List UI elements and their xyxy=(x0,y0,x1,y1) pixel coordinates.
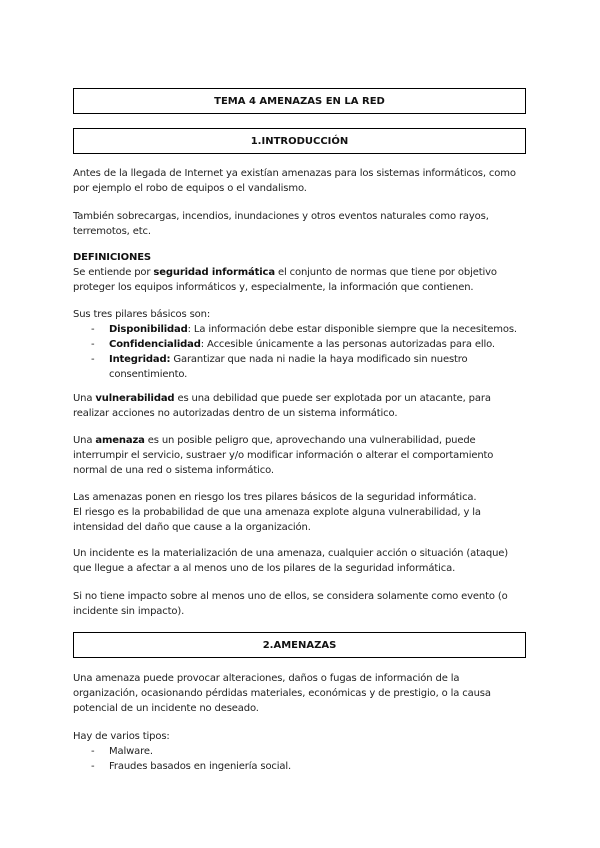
type-text: Malware. xyxy=(109,746,153,757)
definition-text-rest: el conjunto de normas que tiene por objetivo proteger los equipos informáticos y, especialmente, la información que contienen. xyxy=(73,267,497,293)
pillar-sep: : xyxy=(187,324,191,335)
types-list xyxy=(73,744,526,774)
list-item xyxy=(73,744,526,759)
definition-term: seguridad informática xyxy=(153,267,275,278)
definitions-heading: DEFINICIONES xyxy=(73,252,151,263)
list-bullet: - xyxy=(91,761,95,772)
vulnerability-pre: Una xyxy=(73,393,96,404)
title-box xyxy=(73,88,526,114)
vulnerability-term: vulnerabilidad xyxy=(95,393,175,404)
risk-line-1: Las amenazas ponen en riesgo los tres pilares básicos de la seguridad informática. xyxy=(73,492,477,503)
pillar-sep: : xyxy=(200,339,205,350)
pillars-block xyxy=(73,307,526,382)
section-2-heading: 2.AMENAZAS xyxy=(262,639,337,651)
risk-line-2: El riesgo es la probabilidad de que una amenaza explote alguna vulnerabilidad, y la intensidad del daño que cause a la organización. xyxy=(73,507,481,533)
list-item xyxy=(73,322,526,337)
vulnerability-text: es una debilidad que puede ser explotada por un atacante, para realizar acciones no autorizadas dentro de un sistema informático. xyxy=(73,393,491,419)
pillar-term: Integridad: xyxy=(109,354,171,365)
pillar-text: La información debe estar disponible siempre que la necesitemos. xyxy=(190,324,517,335)
section-2-heading-box xyxy=(73,632,526,658)
pillars-intro: Sus tres pilares básicos son: xyxy=(73,309,211,320)
section-1-heading-box xyxy=(73,128,526,154)
section-1-heading: 1.INTRODUCCIÓN xyxy=(250,135,349,147)
pillar-term: Confidencialidad xyxy=(109,339,201,350)
pillar-text: Garantizar que nada ni nadie la haya modificado sin nuestro consentimiento. xyxy=(109,354,468,380)
pillar-text: Accesible únicamente a las personas autorizadas para ello. xyxy=(204,339,495,350)
threat-term: amenaza xyxy=(95,435,145,446)
list-bullet: - xyxy=(91,339,95,350)
risk-paragraph xyxy=(73,490,526,535)
intro-paragraph-1: Antes de la llegada de Internet ya existían amenazas para los sistemas informáticos, como por ejemplo el robo de equipos o el vandalismo. xyxy=(73,168,516,194)
threat-paragraph xyxy=(73,433,526,478)
list-item xyxy=(73,352,526,382)
list-item xyxy=(73,759,526,774)
type-text: Fraudes basados en ingeniería social. xyxy=(109,761,292,772)
threat-text: es un posible peligro que, aprovechando una vulnerabilidad, puede interrumpir el servicio, sustraer y/o modificar información o alterar el comportamiento normal de una red o sistema informático. xyxy=(73,435,494,476)
types-intro: Hay de varios tipos: xyxy=(73,731,170,742)
threat-pre: Una xyxy=(73,435,96,446)
pillar-term: Disponibilidad xyxy=(109,324,188,335)
threats-paragraph: Una amenaza puede provocar alteraciones, daños o fugas de información de la organización, ocasionando pérdidas materiales, económicas y de prestigio, o la causa potencial de un incidente no deseado. xyxy=(73,673,491,714)
document-title: TEMA 4 AMENAZAS EN LA RED xyxy=(214,95,385,107)
list-item xyxy=(73,337,526,352)
intro-paragraph-2: También sobrecargas, incendios, inundaciones y otros eventos naturales como rayos, terremotos, etc. xyxy=(73,211,489,237)
pillars-list xyxy=(73,322,526,382)
list-bullet: - xyxy=(91,324,95,335)
definitions-block xyxy=(73,250,526,295)
list-bullet: - xyxy=(91,354,95,365)
types-block xyxy=(73,729,526,774)
incident-paragraph: Un incidente es la materialización de una amenaza, cualquier acción o situación (ataque) que llegue a afectar a al menos uno de los pilares de la seguridad informática. xyxy=(73,548,509,574)
definition-text: Se entiende por xyxy=(73,267,154,278)
vulnerability-paragraph xyxy=(73,391,526,421)
list-bullet: - xyxy=(91,746,95,757)
event-paragraph: Si no tiene impacto sobre al menos uno de ellos, se considera solamente como evento (o incidente sin impacto). xyxy=(73,591,508,617)
